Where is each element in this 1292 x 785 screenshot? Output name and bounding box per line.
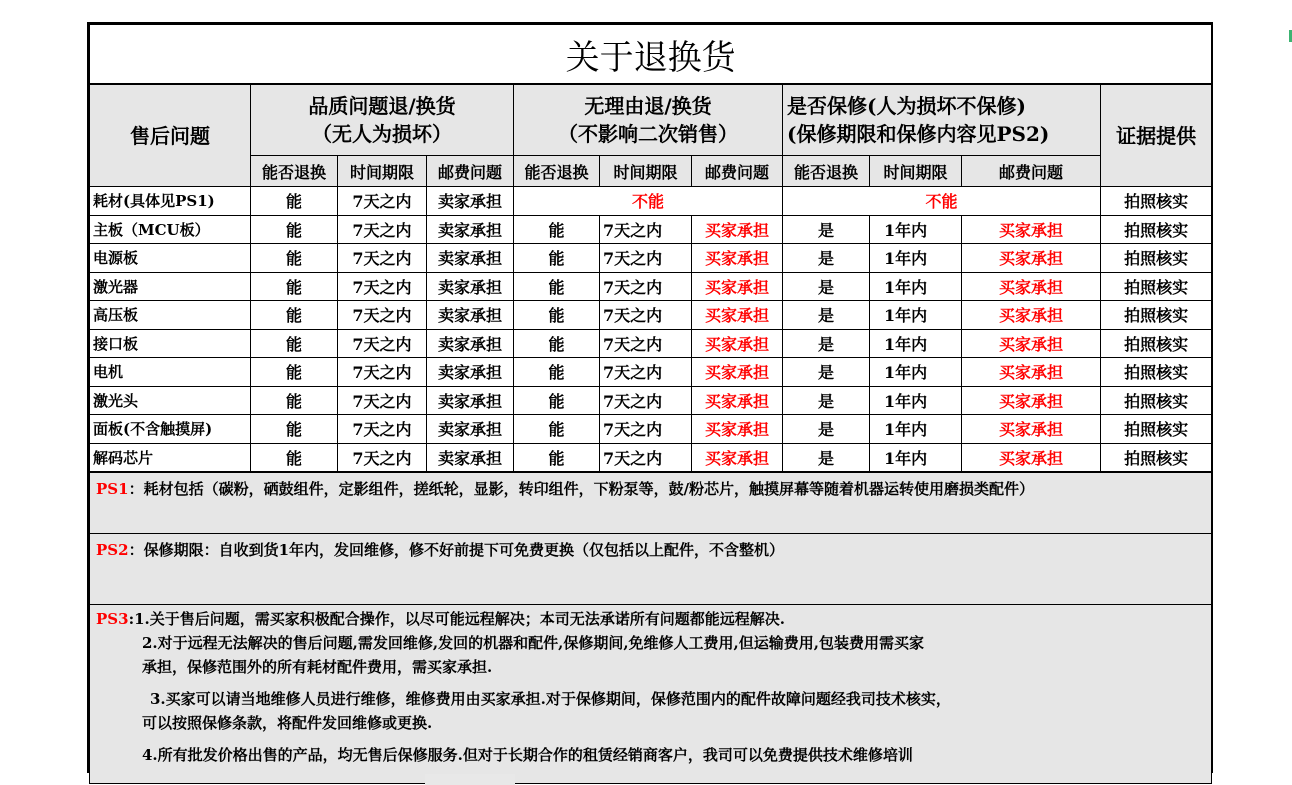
quality-can: 能	[251, 386, 338, 415]
quality-time: 7天之内	[338, 358, 427, 387]
subheader-warranty-time: 时间期限	[870, 156, 962, 187]
warranty-postage: 买家承担	[962, 358, 1101, 387]
note-ps3-label: PS3	[96, 610, 129, 628]
quality-time: 7天之内	[338, 272, 427, 301]
quality-can: 能	[251, 329, 338, 358]
warranty-time: 1年内	[870, 244, 962, 273]
noreason-can: 能	[514, 272, 600, 301]
subheader-time: 时间期限	[338, 156, 427, 187]
quality-time: 7天之内	[338, 386, 427, 415]
warranty-time: 1年内	[870, 215, 962, 244]
noreason-postage: 买家承担	[692, 244, 783, 273]
note-ps2-label: PS2	[96, 541, 129, 559]
evidence: 拍照核实	[1101, 301, 1212, 330]
noreason-can: 能	[514, 215, 600, 244]
evidence: 拍照核实	[1101, 244, 1212, 273]
warranty-time: 1年内	[870, 358, 962, 387]
quality-time: 7天之内	[338, 187, 427, 216]
table-row	[90, 329, 1212, 358]
quality-can: 能	[251, 443, 338, 472]
quality-postage: 卖家承担	[427, 358, 514, 387]
quality-postage: 卖家承担	[427, 272, 514, 301]
row-name: 接口板	[90, 329, 251, 358]
noreason-can: 能	[514, 358, 600, 387]
note-ps1-text: ：耗材包括（碳粉，硒鼓组件，定影组件，搓纸轮，显影，转印组件，下粉泵等，鼓/粉芯片，触摸屏幕等随着机器运转使用磨损类配件）	[128, 480, 1035, 498]
quality-can: 能	[251, 244, 338, 273]
warranty-can: 不能	[783, 187, 1101, 216]
warranty-can: 是	[783, 358, 870, 387]
header-noreason-line2: （不影响二次销售）	[558, 122, 738, 146]
note-ps2	[90, 534, 1212, 605]
table-row	[90, 272, 1212, 301]
header-warranty-line1: 是否保修(人为损坏不保修)	[787, 94, 1026, 118]
noreason-time: 7天之内	[600, 329, 692, 358]
note-ps3-item2b: 承担，保修范围外的所有耗材配件费用，需买家承担.	[142, 658, 493, 676]
row-name: 电源板	[90, 244, 251, 273]
noreason-can: 能	[514, 301, 600, 330]
row-name: 高压板	[90, 301, 251, 330]
noreason-can: 能	[514, 415, 600, 444]
note-ps1	[90, 472, 1212, 534]
header-quality-line2: （无人为损坏）	[312, 122, 452, 146]
warranty-time: 1年内	[870, 415, 962, 444]
evidence: 拍照核实	[1101, 443, 1212, 472]
noreason-can: 能	[514, 386, 600, 415]
table-row	[90, 301, 1212, 330]
row-name: 电机	[90, 358, 251, 387]
quality-time: 7天之内	[338, 329, 427, 358]
table-row	[90, 358, 1212, 387]
warranty-postage: 买家承担	[962, 301, 1101, 330]
subheader-time: 时间期限	[600, 156, 692, 187]
evidence: 拍照核实	[1101, 358, 1212, 387]
note-ps3-item3a: 3.买家可以请当地维修人员进行维修，维修费用由买家承担.对于保修期间，保修范围内的配件故障问题经我司技术核实，	[150, 690, 951, 708]
header-issue: 售后问题	[90, 84, 251, 187]
warranty-can: 是	[783, 301, 870, 330]
header-quality	[251, 84, 514, 156]
warranty-postage: 买家承担	[962, 215, 1101, 244]
noreason-postage: 买家承担	[692, 272, 783, 301]
warranty-postage: 买家承担	[962, 443, 1101, 472]
note-ps3-item4: 4.所有批发价格出售的产品，均无售后保修服务.但对于长期合作的租赁经销商客户，我司可以免费提供技术维修培训	[142, 746, 913, 764]
noreason-postage: 买家承担	[692, 443, 783, 472]
table-row	[90, 244, 1212, 273]
warranty-can: 是	[783, 272, 870, 301]
noreason-time: 7天之内	[600, 244, 692, 273]
quality-postage: 卖家承担	[427, 187, 514, 216]
quality-can: 能	[251, 415, 338, 444]
warranty-can: 是	[783, 415, 870, 444]
note-ps3-item3b: 可以按照保修条款，将配件发回维修或更换.	[142, 714, 433, 732]
noreason-can: 能	[514, 443, 600, 472]
noreason-time: 7天之内	[600, 415, 692, 444]
noreason-time: 7天之内	[600, 272, 692, 301]
warranty-postage: 买家承担	[962, 415, 1101, 444]
warranty-can: 是	[783, 215, 870, 244]
header-evidence: 证据提供	[1101, 84, 1212, 187]
row-name: 主板（MCU板）	[90, 215, 251, 244]
quality-postage: 卖家承担	[427, 443, 514, 472]
note-ps1-label: PS1	[96, 480, 129, 498]
subheader-postage: 邮费问题	[427, 156, 514, 187]
noreason-postage: 买家承担	[692, 386, 783, 415]
table-row	[90, 187, 1212, 216]
table-row	[90, 386, 1212, 415]
noreason-postage: 买家承担	[692, 358, 783, 387]
note-ps3-item1: :1.关于售后问题，需买家积极配合操作，以尽可能远程解决；本司无法承诺所有问题都能远程解决.	[128, 610, 785, 628]
returns-policy-sheet	[87, 22, 1213, 773]
noreason-can: 不能	[514, 187, 783, 216]
noreason-time: 7天之内	[600, 358, 692, 387]
evidence: 拍照核实	[1101, 329, 1212, 358]
evidence: 拍照核实	[1101, 187, 1212, 216]
noreason-can: 能	[514, 329, 600, 358]
quality-time: 7天之内	[338, 443, 427, 472]
subheader-return: 能否退换	[514, 156, 600, 187]
warranty-can: 是	[783, 386, 870, 415]
noreason-postage: 买家承担	[692, 415, 783, 444]
warranty-postage: 买家承担	[962, 244, 1101, 273]
header-warranty-line2: (保修期限和保修内容见PS2)	[787, 122, 1050, 146]
header-noreason-line1: 无理由退/换货	[584, 94, 712, 118]
evidence: 拍照核实	[1101, 215, 1212, 244]
warranty-postage: 买家承担	[962, 329, 1101, 358]
warranty-can: 是	[783, 329, 870, 358]
noreason-can: 能	[514, 244, 600, 273]
header-quality-line1: 品质问题退/换货	[308, 94, 456, 118]
returns-policy-table	[89, 24, 1212, 784]
quality-postage: 卖家承担	[427, 244, 514, 273]
quality-can: 能	[251, 215, 338, 244]
quality-time: 7天之内	[338, 301, 427, 330]
quality-time: 7天之内	[338, 415, 427, 444]
header-warranty	[783, 84, 1101, 156]
evidence: 拍照核实	[1101, 415, 1212, 444]
table-row	[90, 443, 1212, 472]
quality-can: 能	[251, 187, 338, 216]
noreason-time: 7天之内	[600, 215, 692, 244]
header-noreason	[514, 84, 783, 156]
noreason-postage: 买家承担	[692, 215, 783, 244]
warranty-can: 是	[783, 244, 870, 273]
evidence: 拍照核实	[1101, 386, 1212, 415]
quality-postage: 卖家承担	[427, 329, 514, 358]
note-ps3-item2a: 2.对于远程无法解决的售后问题,需发回维修,发回的机器和配件,保修期间,免维修人工费用,但运输费用,包装费用需买家	[142, 634, 924, 652]
warranty-time: 1年内	[870, 301, 962, 330]
scroll-marker	[425, 774, 515, 785]
noreason-time: 7天之内	[600, 386, 692, 415]
row-name: 解码芯片	[90, 443, 251, 472]
quality-postage: 卖家承担	[427, 301, 514, 330]
table-row	[90, 415, 1212, 444]
noreason-postage: 买家承担	[692, 329, 783, 358]
warranty-time: 1年内	[870, 443, 962, 472]
warranty-time: 1年内	[870, 272, 962, 301]
quality-can: 能	[251, 358, 338, 387]
quality-postage: 卖家承担	[427, 386, 514, 415]
warranty-time: 1年内	[870, 386, 962, 415]
warranty-can: 是	[783, 443, 870, 472]
warranty-postage: 买家承担	[962, 386, 1101, 415]
row-name: 面板(不含触摸屏)	[90, 415, 251, 444]
warranty-time: 1年内	[870, 329, 962, 358]
row-name: 激光头	[90, 386, 251, 415]
quality-time: 7天之内	[338, 215, 427, 244]
page-title: 关于退换货	[90, 25, 1212, 85]
subheader-return: 能否退换	[251, 156, 338, 187]
warranty-postage: 买家承担	[962, 272, 1101, 301]
row-name: 耗材(具体见PS1)	[90, 187, 251, 216]
row-name: 激光器	[90, 272, 251, 301]
subheader-warranty: 能否退换	[783, 156, 870, 187]
noreason-time: 7天之内	[600, 443, 692, 472]
note-ps3	[90, 605, 1212, 784]
noreason-time: 7天之内	[600, 301, 692, 330]
note-ps2-text: ：保修期限：自收到货1年内，发回维修，修不好前提下可免费更换（仅包括以上配件，不含整机）	[128, 541, 785, 559]
table-row	[90, 215, 1212, 244]
quality-can: 能	[251, 272, 338, 301]
quality-can: 能	[251, 301, 338, 330]
subheader-postage: 邮费问题	[692, 156, 783, 187]
quality-postage: 卖家承担	[427, 415, 514, 444]
quality-postage: 卖家承担	[427, 215, 514, 244]
evidence: 拍照核实	[1101, 272, 1212, 301]
subheader-warranty-postage: 邮费问题	[962, 156, 1101, 187]
quality-time: 7天之内	[338, 244, 427, 273]
noreason-postage: 买家承担	[692, 301, 783, 330]
